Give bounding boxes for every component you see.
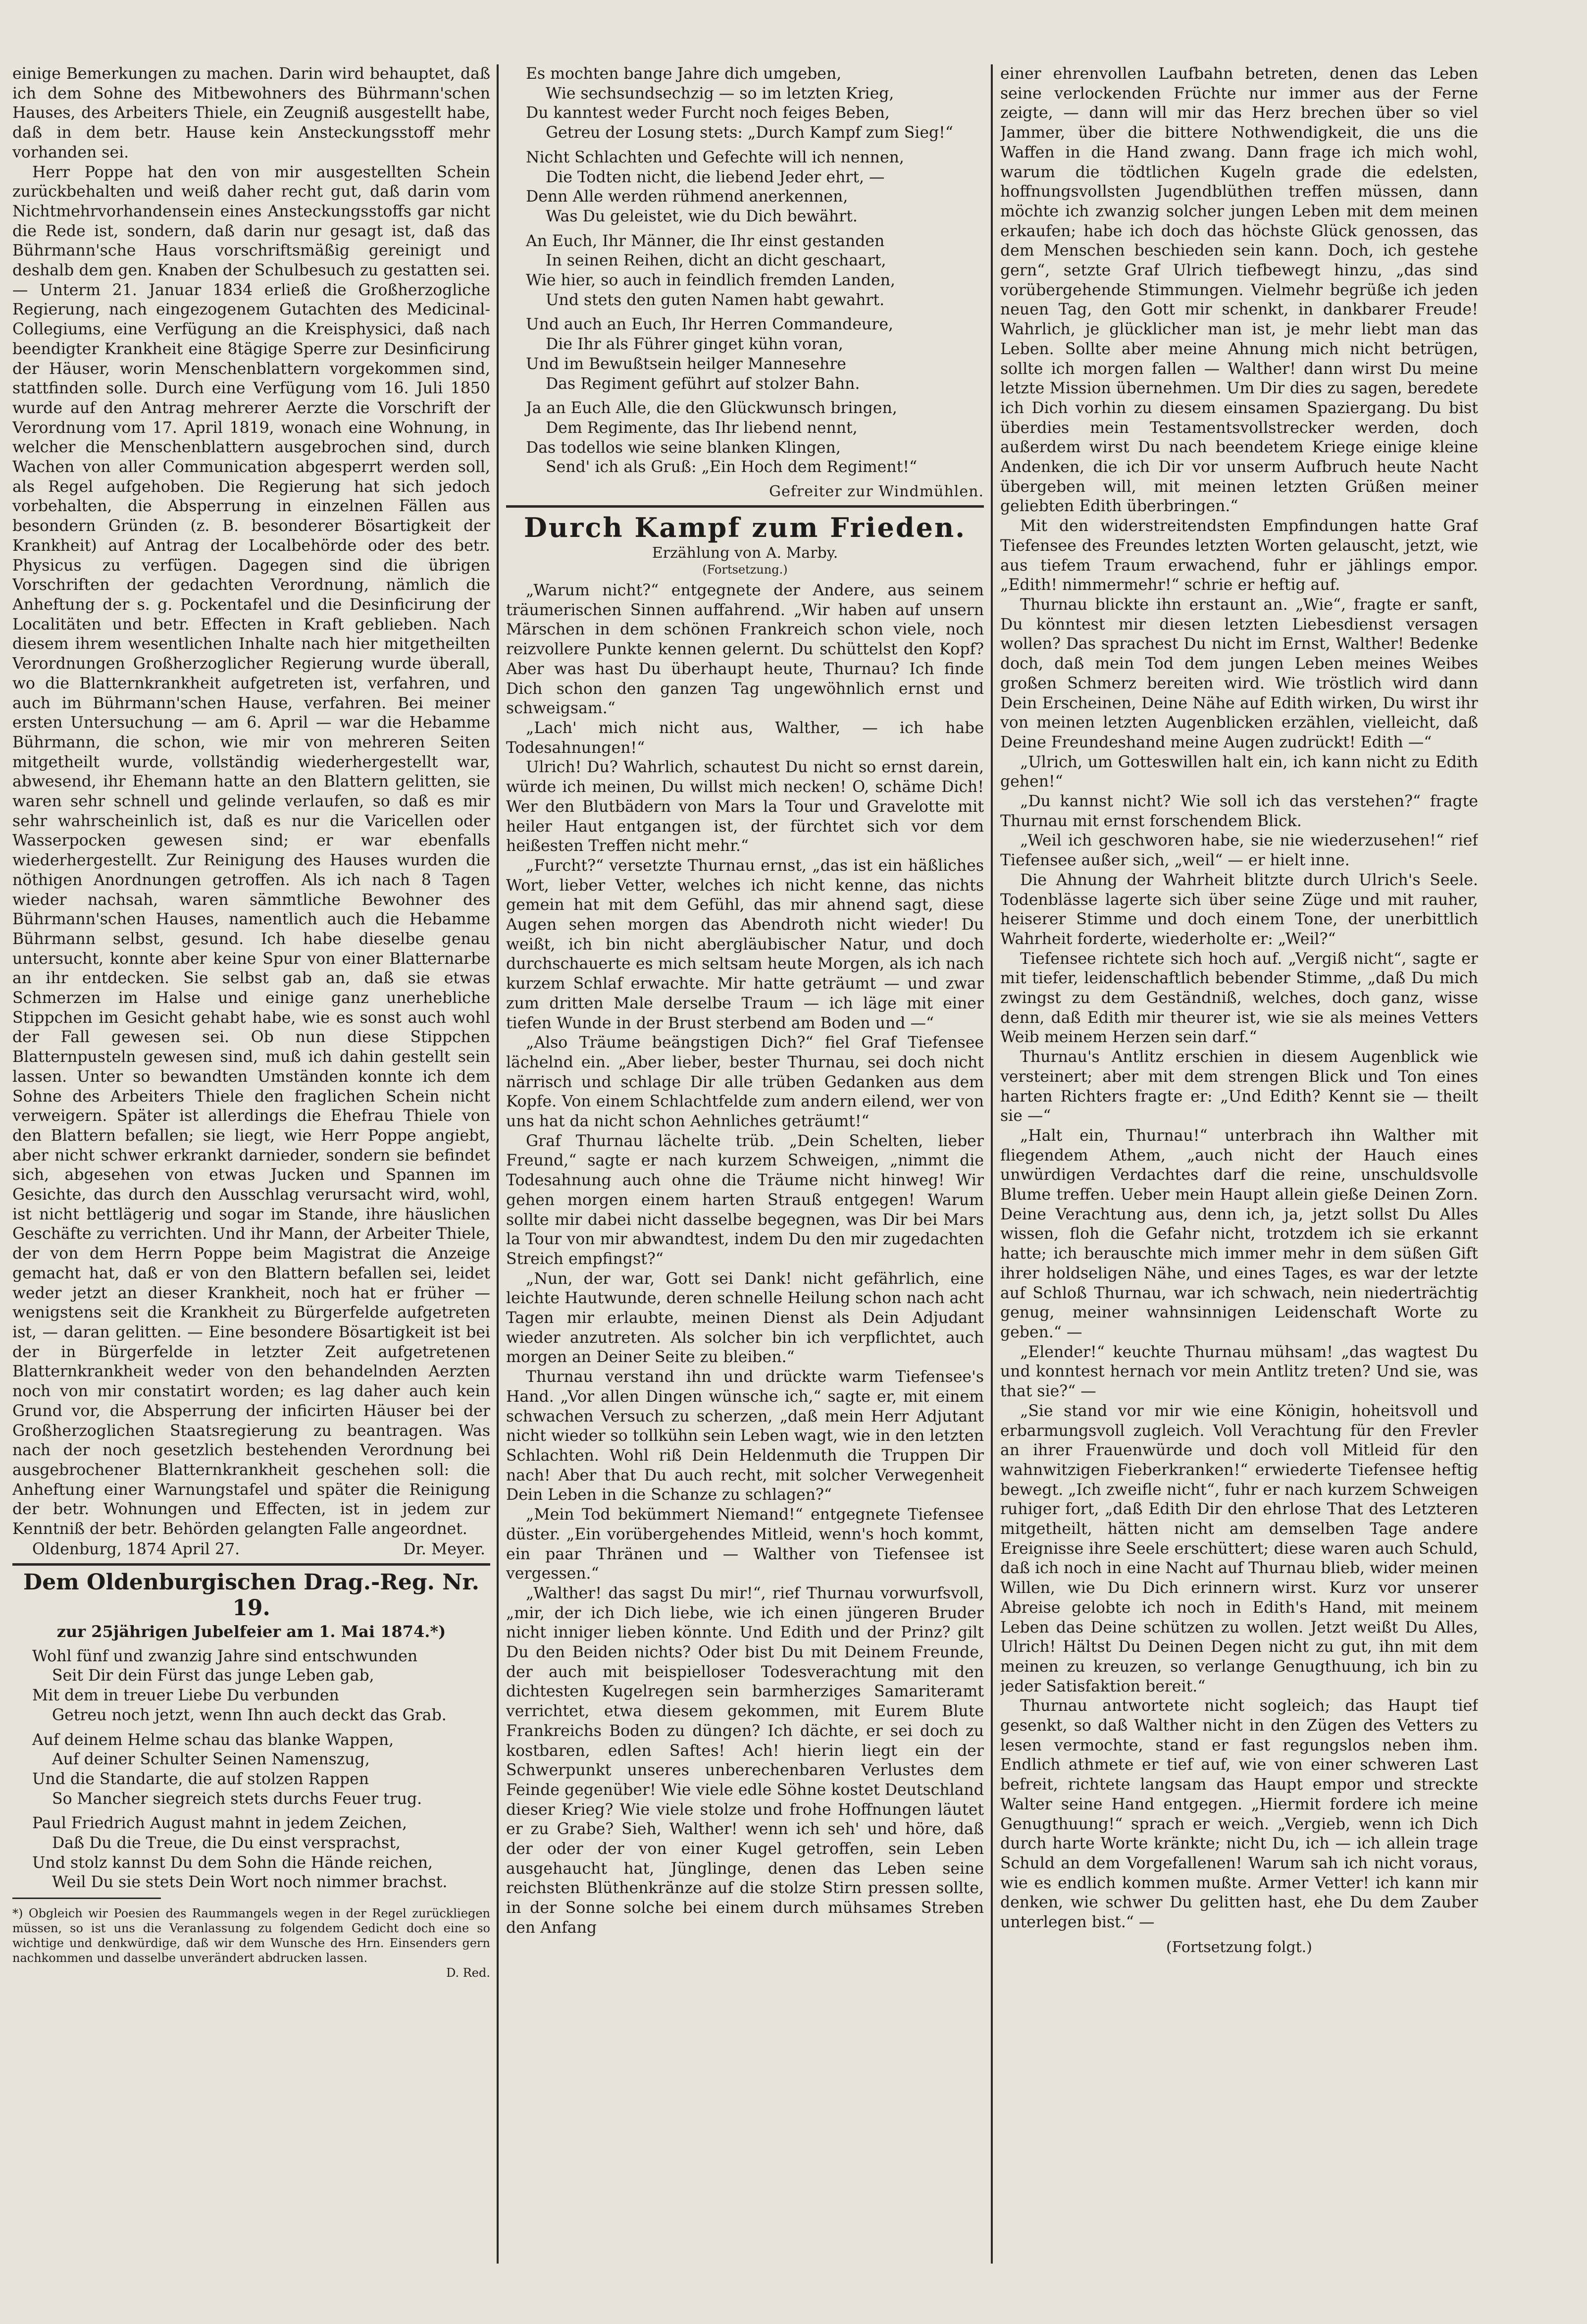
story-note: (Fortsetzung.) [702,563,788,577]
verse-line: Denn Alle werden rühmend anerkennen, [526,188,848,206]
verse-line: Die Todten nicht, die liebend Jeder ehrt, — [546,168,885,186]
column-rule [497,64,499,2264]
verse-line: Und im Bewußtsein heilger Mannesehre [526,355,846,373]
story-paragraph: „Also Träume beängstigen Dich?“ fiel Graf Tiefensee lächelnd ein. „Aber lieber, bester Thurnau, sei doch nicht närrisch und schlage Dir alle trüben Gedanken aus dem Kopfe. Von einem Schlachtfelde zum andern eilend, wer von uns hat da nicht schon Aehnliches geträumt!“ [506,1034,984,1131]
story-paragraph: „Elender!“ keuchte Thurnau mühsam! „das wagtest Du und konntest hernach vor mein Antlitz treten? Und sie, was that sie?“ — [1000,1343,1478,1401]
verse-line: Wie hier, so auch in feindlich fremden Landen, [526,271,896,290]
verse-line: An Euch, Ihr Männer, die Ihr einst gestanden [526,232,885,250]
place-date: Oldenburg, 1874 April 27. [32,1540,240,1558]
story-title: Durch Kampf zum Frieden. [523,512,967,544]
verse-line: Und stolz kannst Du dem Sohn die Hände reichen, [32,1853,433,1872]
poem-stanza [12,1731,490,1809]
column-3 [1000,64,1478,2283]
poem-subtitle: zur 25jährigen Jubelfeier am 1. Mai 1874.*) [56,1622,446,1641]
footnote [12,1906,490,1980]
poem-stanza [12,1647,490,1726]
story-paragraph: „Walther! das sagst Du mir!“, rief Thurnau vorwurfsvoll, „mir, der ich Dich liebe, wie ich einen jüngeren Bruder nicht inniger lieben könnte. Und Edith und der Prinz? gilt Du den Beiden nichts? Oder bist Du mit Deinem Freunde, der auch mit beispielloser Todesverachtung mit den dichtesten Kugelregen sein barmherziges Samariteramt verrichtet, etwa diesem gekommen, mit Eurem Blute Frankreichs Boden zu düngen? Ich dächte, er sei doch zu kostbaren, edlen Saftes! Ach! hierin liegt ein der Schwerpunkt unseres unberechenbaren Verlustes dem Feinde gegenüber! Wie viele edle Söhne kostet Deutschland dieser Krieg? Wie viele stolze und frohe Hoffnungen läutet er zu Grabe? Sieh, Walther! wenn ich seh' und höre, daß der oder der von einer Kugel getroffen, sein Leben ausgehaucht hat, Jünglinge, denen das Leben seine reichsten Blüthenkränze auf die stolze Stirn pressen sollte, in der Sonne solche bei einem durch mühsames Streben den Anfang [506,1584,984,1937]
verse-line: Du kanntest weder Furcht noch feiges Beben, [526,104,890,122]
story-paragraph: „Ulrich, um Gotteswillen halt ein, ich kann nicht zu Edith gehen!“ [1000,753,1478,791]
verse-line: Weil Du sie stets Dein Wort noch nimmer brachst. [52,1873,448,1892]
story-paragraph: „Mein Tod bekümmert Niemand!“ entgegnete Tiefensee düster. „Ein vorübergehendes Mitleid, wenn's hoch kommt, ein paar Thränen und — Walther von Tiefensee ist vergessen.“ [506,1506,984,1583]
verse-line: So Mancher siegreich stets durchs Feuer trug. [52,1790,422,1808]
story-paragraph: Thurnau blickte ihn erstaunt an. „Wie“, fragte er sanft, Du könntest mir diesen letzten Liebesdienst versagen wollen? Das sprachest Du nicht im Ernst, Walther! Bedenke doch, daß mein Tod dem jungen Leben meines Weibes großen Schmerz bereiten wird. Wie tröstlich wird dann Dein Erscheinen, Deine Nähe auf Edith wirken, Du wirst ihr von meinen letzten Augenblicken erzählen, vielleicht, daß Deine Freundeshand meine Augen zudrückt! Edith —“ [1000,595,1478,751]
verse-line: Auf deinem Helme schau das blanke Wappen, [32,1731,394,1749]
story-paragraph: Die Ahnung der Wahrheit blitzte durch Ulrich's Seele. Todenblässe lagerte sich über seine Züge und mit rauher, heiserer Stimme und doch einem Tone, der unerbittlich Wahrheit forderte, wiederholte er: „Weil?“ [1000,871,1478,948]
story-paragraph: „Weil ich geschworen habe, sie nie wiederzusehen!“ rief Tiefensee außer sich, „weil“ — er hielt inne. [1000,832,1478,870]
verse-line: Auf deiner Schulter Seinen Namenszug, [52,1750,370,1769]
poem-stanza [506,399,984,477]
story-paragraph: „Furcht?“ versetzte Thurnau ernst, „das ist ein häßliches Wort, lieber Vetter, welches ich nicht kenne, das nichts gemein hat mit dem Gefühl, das mir ahnend sagt, diese Augen sehen morgen das Abendroth nicht wieder! Du weißt, ich bin nicht abergläubischer Natur, und doch durchschauerte es mich seltsam heute Morgen, als ich nach kurzem Schlaf erwachte. Mir hatte geträumt — und zwar zum dritten Male derselbe Traum — ich läge mit einer tiefen Wunde in der Brust sterbend am Boden und —“ [506,856,984,1032]
verse-line: Es mochten bange Jahre dich umgeben, [526,65,842,83]
story-byline: Erzählung von A. Marby. [652,544,838,562]
verse-line: Und auch an Euch, Ihr Herren Commandeure, [526,316,893,334]
story-paragraph: „Warum nicht?“ entgegnete der Andere, aus seinem träumerischen Sinnen auffahrend. „Wir haben auf unsern Märschen in dem schönen Frankreich schon viele, noch reizvollere Punkte kennen gelernt. Du schüttelst den Kopf? Aber was hast Du überhaupt heute, Thurnau? Ich finde Dich schon den ganzen Tag ungewöhnlich ernst und schweigsam.“ [506,581,984,718]
story-paragraph: „Halt ein, Thurnau!“ unterbrach ihn Walther mit fliegendem Athem, „auch nicht der Hauch eines unwürdigen Verdachtes darf die reine, unschuldsvolle Blume treffen. Ueber mein Haupt allein gieße Deinen Zorn. Deine Verachtung aus, denn ich, ja, jetzt sollst Du Alles wissen, floh die Gefahr nicht, trotzdem ich sie erkannt hatte; ich berauschte mich immer mehr in dem süßen Gift ihrer holdseligen Nähe, und eines Tages, es war der letzte auf Schloß Thurnau, war ich schwach, nein niederträchtig genug, meiner wahnsinnigen Leidenschaft Worte zu geben.“ — [1000,1126,1478,1341]
story-paragraph: „Nun, der war, Gott sei Dank! nicht gefährlich, eine leichte Hautwunde, deren schnelle Heilung schon nach acht Tagen mir erlaubte, meinen Dienst als Dein Adjudant wieder anzutreten. Als solcher bin ich verpflichtet, auch morgen an Deiner Seite zu bleiben.“ [506,1269,984,1367]
article-paragraph: Herr Poppe hat den von mir ausgestellten Schein zurückbehalten und weiß daher recht gut, daß darin vom Nichtmehrvorhandensein eines Ansteckungsstoffs gar nicht die Rede ist, sondern, daß darin nur gesagt ist, daß das Bührmann'sche Haus vorschriftsmäßig gereinigt und deshalb dem gen. Knaben der Schulbesuch zu gestatten sei. — Unterm 21. Januar 1834 erließ die Großherzogliche Regierung, nach eingezogenem Gutachten des Medicinal-Collegiums, eine Verfügung an die Kreisphysici, daß nach beendigter Krankheit eine 8tägige Sperre zur Desinficirung der Häuser, worin Menschenblattern vorgekommen sind, stattfinden solle. Durch eine Verfügung vom 16. Juli 1850 wurde auf den Antrag mehrerer Aerzte die Vorschrift der Verordnung vom 17. April 1819, wonach eine Wohnung, in welcher die Menschenblattern ausgebrochen sind, durch Wachen von aller Communication abgesperrt werden soll, als Regel aufgehoben. Die Regierung hat sich jedoch vorbehalten, die Absperrung in einzelnen Fällen aus besondern Gründen (z. B. besonderer Bösartigkeit der Krankheit) auf Antrag der Localbehörde oder des betr. Physicus zu verfügen. Dagegen sind die übrigen Vorschriften der gedachten Verordnung, nämlich die Anheftung der s. g. Pockentafel und die Desinficirung der Localitäten und betr. Effecten in Kraft geblieben. Nach diesem ihrem wesentlichen Inhalte nach hier mitgetheilten Verordnungen Großherzoglicher Regierung wurde überall, wo die Blatternkrankheit aufgetreten ist, verfahren, und auch im Bührmann'schen Hause, verfahren. Bei meiner ersten Untersuchung — am 6. April — war die Hebamme Bührmann, die schon, wie mir von mehreren Seiten mitgetheilt wurde, vollständig wiederhergestellt war, abwesend, ihr Ehemann hatte an den Blattern gelitten, sie waren sehr schnell und gelinde verlaufen, so daß es mir sehr wahrscheinlich ist, daß es nur die Varicellen oder Wasserpocken gewesen sind; er war ebenfalls wiederhergestellt. Zur Reinigung des Hauses wurden die nöthigen Anordnungen getroffen. Als ich nach 8 Tagen wieder nachsah, waren sämmtliche Bewohner des Bührmann'schen Hauses, namentlich auch die Hebamme Bührmann selbst, gesund. Ich habe dieselbe genau untersucht, konnte aber keine Spur von einer Blatternarbe an ihr entdecken. Sie selbst gab an, daß sie etwas Schmerzen im Halse und einige ganz unerhebliche Stippchen im Gesicht gehabt habe, wie es sonst auch wohl der Fall gewesen sei. Ob nun diese Stippchen Blatternpusteln gewesen sind, muß ich dahin gestellt sein lassen. Unter so bewandten Umständen konnte ich dem Sohne des Arbeiters Thiele den fraglichen Schein nicht verweigern. Später ist allerdings die Ehefrau Thiele von den Blattern befallen; sie liegt, wie Herr Poppe angiebt, aber nicht schwer erkrankt darnieder, sondern sie befindet sich, abgesehen von etwas Jucken und Spannen im Gesichte, das durch den Ausschlag verursacht wird, wohl, ist nicht bettlägerig und sogar im Stande, ihre häuslichen Geschäfte zu verrichten. Und ihr Mann, der Arbeiter Thiele, der von dem Herrn Poppe beim Magistrat die Anzeige gemacht hat, daß er von den Blattern befallen sei, leidet weder jetzt an dieser Krankheit, noch hat er früher — wenigstens seit die Krankheit zu Bürgerfelde aufgetreten ist, — daran gelitten. — Eine besondere Bösartigkeit ist bei der in Bürgerfelde in letzter Zeit aufgetretenen Blatternkrankheit weder von den behandelnden Aerzten noch von mir constatirt worden; es lag daher auch kein Grund vor, die Absperrung der inficirten Häuser bei der Großherzoglichen Staatsregierung zu beantragen. Was nach der noch gesetzlich bestehenden Verordnung bei ausgebrochener Blatternkrankheit geschehen soll: die Anheftung einer Warnungstafel und später die Reinigung der betr. Wohnungen und Effecten, ist in jedem zur Kenntniß der betr. Behörden gelangten Falle angeordnet. [12,163,490,1538]
author-signature: Dr. Meyer. [403,1540,485,1558]
verse-line: Seit Dir dein Fürst das junge Leben gab, [52,1667,374,1685]
verse-line: Nicht Schlachten und Gefechte will ich nennen, [526,148,904,166]
divider [12,1898,161,1899]
verse-line: Und stets den guten Namen habt gewahrt. [546,291,885,309]
column-2 [506,64,984,2283]
verse-line: Ja an Euch Alle, die den Glückwunsch bringen, [526,399,897,418]
verse-line: Das todellos wie seine blanken Klingen, [526,438,841,457]
story-paragraph: Thurnau verstand ihn und drückte warm Tiefensee's Hand. „Vor allen Dingen wünsche ich,“ sagte er, mit einem schwachen Versuch zu scherzen, „daß mein Herr Adjutant nicht wieder so tollkühn sein Leben wagt, wie in den letzten Schlachten. Wohl riß Dein Heldenmuth die Truppen Dir nach! Aber that Du auch recht, mit solcher Verwegenheit Dein Leben in die Schanze zu schlagen?“ [506,1368,984,1504]
divider [12,1563,490,1566]
continued-note: (Fortsetzung folgt.) [1166,1938,1312,1956]
verse-line: Wohl fünf und zwanzig Jahre sind entschwunden [32,1647,418,1665]
story-paragraph: Mit den widerstreitendsten Empfindungen hatte Graf Tiefensee des Freundes letzten Worten gelauscht, jetzt, wie aus tiefem Traum erwachend, fuhr er jählings empor. „Edith! nimmermehr!“ schrie er heftig auf. [1000,517,1478,594]
verse-line: Paul Friedrich August mahnt in jedem Zeichen, [32,1814,407,1833]
story-paragraph: „Du kannst nicht? Wie soll ich das verstehen?“ fragte Thurnau mit ernst forschendem Blick. [1000,792,1478,830]
verse-line: Was Du geleistet, wie du Dich bewährt. [546,207,858,225]
poem-signature: Gefreiter zur Windmühlen. [769,483,984,501]
verse-line: Die Ihr als Führer ginget kühn voran, [546,335,843,354]
verse-line: In seinen Reihen, dicht an dicht geschaart, [546,252,886,270]
verse-line: Send' ich als Gruß: „Ein Hoch dem Regiment!“ [546,458,918,476]
poem-stanza [506,315,984,394]
footnote-sign: D. Red. [446,1966,490,1980]
footnote-text: *) Obgleich wir Poesien des Raummangels wegen in der Regel zurückliegen müssen, so ist uns die Veranlassung zu folgendem Gedicht doch eine so wichtige und denkwürdige, daß wir dem Wunsche des Hrn. Einsenders gern nachkommen und dasselbe unverändert abdrucken lassen. [12,1906,490,1965]
poem-title: Dem Oldenburgischen Drag.-Reg. Nr. 19. [23,1569,479,1621]
verse-line: Mit dem in treuer Liebe Du verbunden [32,1687,339,1705]
story-paragraph: „Lach' mich nicht aus, Walther, — ich habe Todesahnungen!“ [506,719,984,757]
story-paragraph: Thurnau antwortete nicht sogleich; das Haupt tief gesenkt, so daß Walther nicht in den Zügen des Vetters zu lesen vermochte, stand er fast regungslos neben ihm. Endlich athmete er tief auf, wie von einer schweren Last befreit, richtete langsam das Haupt empor und streckte Walter seine Hand entgegen. „Hiermit fordere ich meine Genugthuung!“ sprach er weich. „Vergieb, wenn ich Dich durch harte Worte kränkte; nicht Du, ich — ich allein trage Schuld an dem Vorgefallenen! Warum sah ich nicht voraus, wie es endlich kommen mußte. Armer Vetter! ich kann mir denken, wie schwer Du gelitten hast, ehe Du dem Zauber unterlegen bist.“ — [1000,1697,1478,1932]
poem-stanza [12,1814,490,1893]
divider [506,505,984,508]
column-rule [991,64,993,2264]
verse-line: Wie sechsundsechzig — so im letzten Krieg, [546,84,894,103]
poem-stanza [506,148,984,227]
story-paragraph: Tiefensee richtete sich hoch auf. „Vergiß nicht“, sagte er mit tiefer, leidenschaftlich bebender Stimme, „daß Du mich zwingst zu dem Geständniß, welches, doch ganz, wisse denn, daß Edith mir theurer ist, wie sie als meines Vetters Weib meinem Herzen sein darf.“ [1000,950,1478,1047]
verse-line: Und die Standarte, die auf stolzen Rappen [32,1770,369,1788]
verse-line: Getreu der Losung stets: „Durch Kampf zum Sieg!“ [546,124,953,142]
story-paragraph: Graf Thurnau lächelte trüb. „Dein Schelten, lieber Freund,“ sagte er nach kurzem Schweigen, „nimmt die Todesahnung auch ohne die Träume nicht hinweg! Wir gehen morgen einem harten Strauß entgegen! Warum sollte mir dabei nicht dasselbe begegnen, was Dir bei Mars la Tour von mir abwandtest, indem Du den mir zugedachten Streich empfingst?“ [506,1132,984,1268]
story-paragraph: „Sie stand vor mir wie eine Königin, hoheitsvoll und erbarmungsvoll zugleich. Voll Verachtung für den Frevler an ihrer Frauenwürde und doch voll Mitleid für den wahnwitzigen Fieberkranken!“ erwiederte Tiefensee heftig bewegt. „Ich zweifle nicht“, fuhr er nach kurzem Schweigen ruhiger fort, „daß Edith Dir den ehrlose That des Letzteren mitgetheilt, hätten nicht am demselben Tage andere Ereignisse ihre Seele erschüttert; diese waren auch Schuld, daß ich noch in eine Nacht auf Thurnau blieb, wider meinen Willen, wie Du Dich erinnern wirst. Kurz vor unserer Abreise gelobte ich noch in Edith's Hand, mit meinem Leben das Deine schützen zu wollen. Jetzt weißt Du Alles, Ulrich! Hältst Du Deinen Degen nicht zu gut, ihn mit dem meinen zu kreuzen, so verlange Genugthuung, ich bin zu jeder Satisfaktion bereit.“ [1000,1402,1478,1695]
column-1 [12,64,490,2283]
story-paragraph: Ulrich! Du? Wahrlich, schautest Du nicht so ernst darein, würde ich meinen, Du willst mich necken! O, schäme Dich! Wer den Blutbädern von Mars la Tour und Gravelotte mit heiler Haut entgangen ist, der fürchtet sich vor dem heißesten Treffen nicht mehr.“ [506,758,984,855]
article-paragraph: einige Bemerkungen zu machen. Darin wird behauptet, daß ich dem Sohne des Mitbewohners des Bührmann'schen Hauses, des Arbeiters Thiele, ein Zeugniß ausgestellt habe, daß in dem betr. Hause kein Ansteckungsstoff mehr vorhanden sei. [12,65,490,161]
poem-stanza [506,64,984,143]
poem-stanza [506,232,984,311]
article-signature-line [12,1539,490,1559]
verse-line: Das Regiment geführt auf stolzer Bahn. [546,374,860,393]
verse-line: Daß Du die Treue, die Du einst versprachst, [52,1834,401,1852]
verse-line: Getreu noch jetzt, wenn Ihn auch deckt das Grab. [52,1706,447,1724]
story-paragraph: Thurnau's Antlitz erschien in diesem Augenblick wie versteinert; aber mit dem strengen Blick und Ton eines harten Richters fragte er: „Und Edith? Kennt sie — theilt sie —“ [1000,1048,1478,1125]
verse-line: Dem Regimente, das Ihr liebend nennt, [546,419,858,437]
story-paragraph: einer ehrenvollen Laufbahn betreten, denen das Leben seine verlockenden Früchte nur immer aus der Ferne zeigte, — dann will mir das Herz brechen über so viel Jammer, über die bittere Nothwendigkeit, die uns die Waffen in die Hand zwang. Dann frage ich mich wohl, warum die tödtlichen Kugeln grade die edelsten, hoffnungsvollsten Jugendblüthen treffen müssen, dann möchte ich zwanzig solcher jungen Leben mit dem meinen erkaufen; habe ich doch das höchste Glück genossen, das dem Menschen beschieden sein kann. Doch, ich gestehe gern“, setzte Graf Ulrich tiefbewegt hinzu, „das sind vorübergehende Stimmungen. Vielmehr begrüße ich jeden neuen Tag, den Gott mir schenkt, in dankbarer Freude! Wahrlich, je glücklicher man ist, je mehr liebt man das Leben. Sollte aber meine Ahnung mich nicht betrügen, sollte ich morgen fallen — Walther! dann wirst Du meine letzte Mission übernehmen. Um Dir dies zu sagen, beredete ich Dich vorhin zu diesem einsamen Spaziergang. Du bist überdies mein Testamentsvollstrecker werden, doch außerdem wirst Du nach beendetem Kriege einige kleine Andenken, die ich Dir vor unserm Aufbruch heute Nacht übergeben will, mit meinen letzten Grüßen meiner geliebten Edith überbringen.“ [1000,65,1478,516]
